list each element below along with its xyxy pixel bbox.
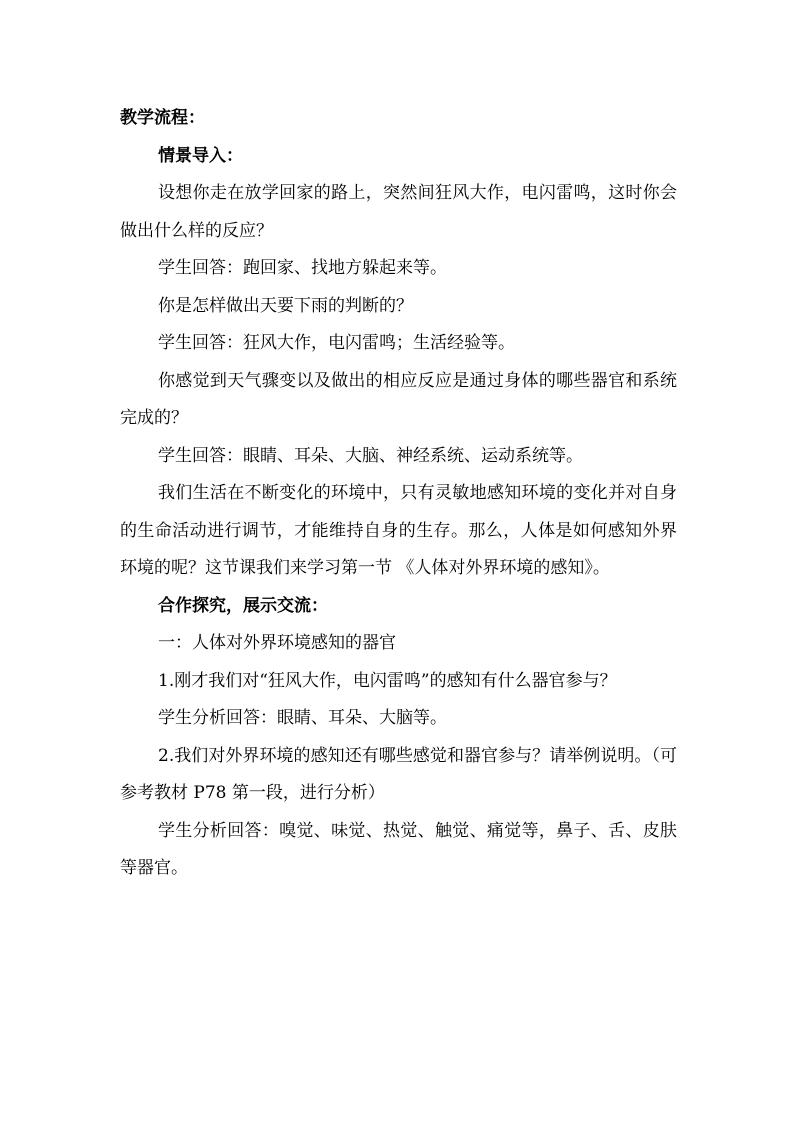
paragraph: 一：人体对外界环境感知的器官 — [158, 633, 396, 653]
paragraph: 学生分析回答：眼睛、耳朵、大脑等。 — [158, 708, 447, 728]
paragraph: 学生回答：眼睛、耳朵、大脑、神经系统、运动系统等。 — [158, 445, 583, 466]
paragraph: 学生分析回答：嗅觉、味觉、热觉、触觉、痛觉等，鼻子、舌、皮肤等器官。 — [120, 820, 677, 878]
paragraph: 学生回答：跑回家、找地方躲起来等。 — [158, 258, 447, 278]
paragraph: 学生回答：狂风大作，电闪雷鸣；生活经验等。 — [158, 333, 515, 353]
section-title-scenario-intro: 情景导入： — [158, 145, 243, 166]
document-body — [120, 100, 677, 888]
paragraph: 1.刚才我们对“狂风大作，电闪雷鸣”的感知有什么器官参与？ — [158, 670, 617, 691]
paragraph: 设想你走在放学回家的路上，突然间狂风大作，电闪雷鸣，这时你会做出什么样的反应？ — [120, 183, 677, 241]
paragraph: 2.我们对外界环境的感知还有哪些感觉和器官参与？请举例说明。（可参考教材 P78 第一段，进行分析） — [120, 745, 677, 803]
paragraph: 你是怎样做出天要下雨的判断的？ — [158, 295, 413, 316]
document-heading: 教学流程： — [120, 108, 205, 128]
paragraph: 我们生活在不断变化的环境中，只有灵敏地感知环境的变化并对自身的生命活动进行调节，才能维持自身的生存。那么，人体是如何感知外界环境的呢？这节课我们来学习第一节 《人体对外界环境的感知》。 — [120, 483, 677, 578]
paragraph: 你感觉到天气骤变以及做出的相应反应是通过身体的哪些器官和系统完成的？ — [120, 370, 677, 428]
section-title-cooperative-inquiry: 合作探究，展示交流： — [158, 595, 328, 616]
